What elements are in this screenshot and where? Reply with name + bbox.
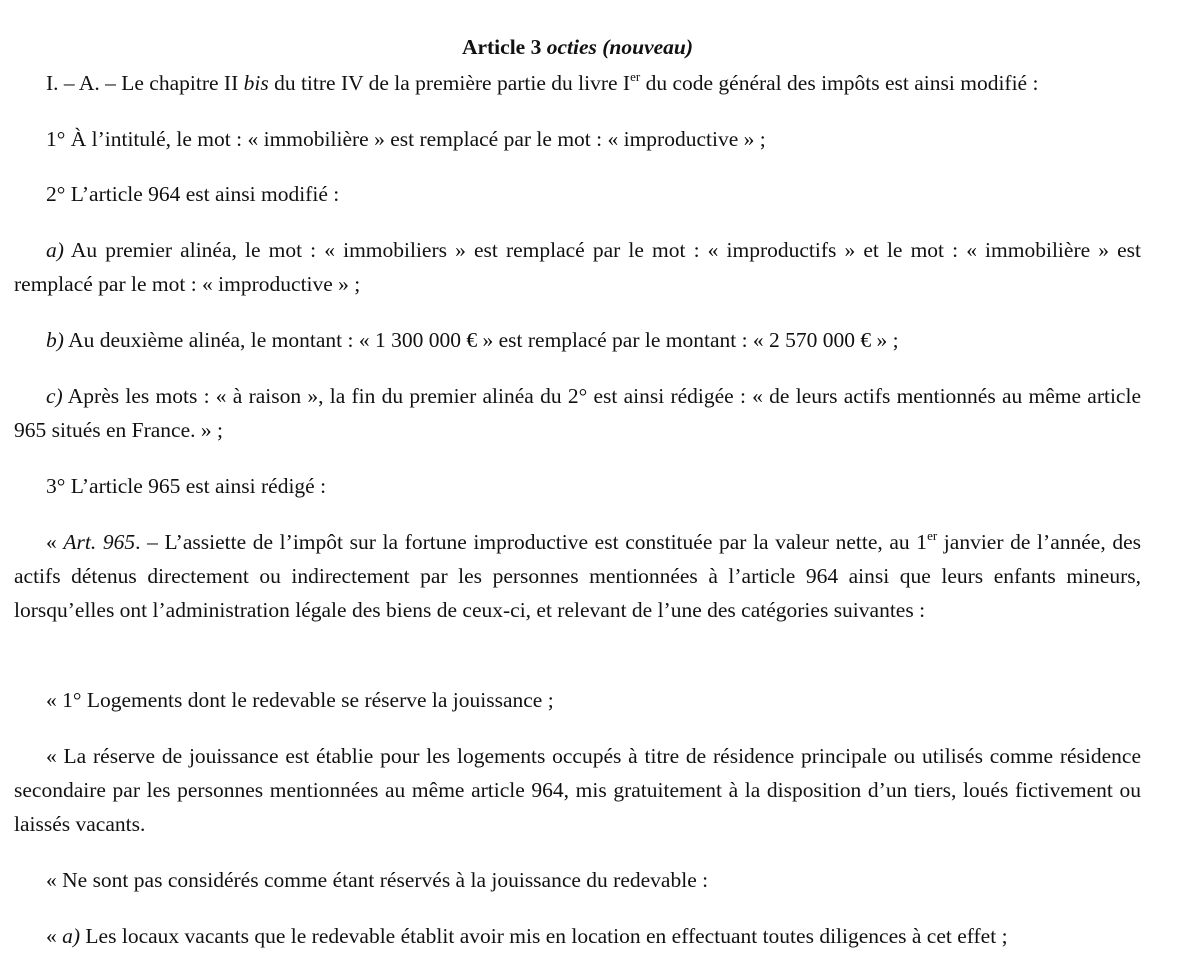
item-label-c: c) (46, 384, 63, 408)
item-label-a: a) (46, 238, 64, 262)
paragraph-ne-sont-pas: « Ne sont pas considérés comme étant réservés à la jouissance du redevable : (46, 868, 709, 892)
item-label-a-2: a) (62, 924, 81, 948)
paragraph-2b (14, 323, 1141, 357)
paragraph-2a-text: Au premier alinéa, le mot : « immobiliers » est remplacé par le mot : « improductifs » et le mot : « immobilière » est remplacé par le mot : « improductive » ; (14, 238, 1141, 296)
paragraph-art-965-text-a: . – L’assiette de l’impôt sur la fortune improductive est constituée par la valeur nette, au 1 (135, 530, 928, 554)
art-965-label: Art. 965 (63, 530, 136, 554)
paragraph-intro-bis: bis (243, 71, 269, 95)
paragraph-art-965-text-b: janvier de l’année, des actifs détenus directement ou indirectement par les personnes mentionnées à l’article 964 ainsi que leurs enfants mineurs, lorsqu’elles ont l’administration légale des biens de ceux-ci, et relevant de l’une des catégories suivantes : (14, 530, 1141, 622)
paragraph-2b-text: Au deuxième alinéa, le montant : « 1 300 000 € » est remplacé par le montant : « 2 570 000 € » ; (63, 328, 899, 352)
superscript-er-2: er (927, 528, 938, 543)
paragraph-intro-text-d: du code général des impôts est ainsi modifié : (640, 71, 1039, 95)
item-label-b: b) (46, 328, 64, 352)
paragraph-1-intitule: 1° À l’intitulé, le mot : « immobilière » est remplacé par le mot : « improductive » ; (46, 127, 766, 151)
article-title (0, 30, 1155, 64)
paragraph-3-article-965: 3° L’article 965 est ainsi rédigé : (46, 474, 327, 498)
paragraph-2a (14, 233, 1141, 301)
paragraph-logements: « 1° Logements dont le redevable se réserve la jouissance ; (46, 688, 554, 712)
superscript-er: er (630, 69, 641, 84)
paragraph-2c (14, 379, 1141, 447)
quote-open-2: « (46, 924, 63, 948)
paragraph-locaux-vacants (14, 919, 1141, 953)
paragraph-2-article-964: 2° L’article 964 est ainsi modifié : (46, 182, 340, 206)
paragraph-intro-text-c: du titre IV de la première partie du livre I (268, 71, 631, 95)
article-title-italic: octies (nouveau) (546, 35, 694, 59)
paragraph-intro (14, 66, 1141, 100)
quote-open: « (46, 530, 64, 554)
paragraph-locaux-vacants-text: Les locaux vacants que le redevable établit avoir mis en location en effectuant toutes diligences à cet effet ; (80, 924, 1008, 948)
paragraph-art-965 (14, 525, 1141, 627)
paragraph-reserve-jouissance: « La réserve de jouissance est établie pour les logements occupés à titre de résidence principale ou utilisés comme résidence secondaire par les personnes mentionnées au même article 964, mis gratuitement à la disposition d’un tiers, loués fictivement ou laissés vacants. (14, 744, 1141, 836)
article-title-prefix: Article 3 (461, 35, 547, 59)
paragraph-intro-text-a: I. – A. – Le chapitre II (46, 71, 244, 95)
paragraph-2c-text: Après les mots : « à raison », la fin du premier alinéa du 2° est ainsi rédigée : « de leurs actifs mentionnés au même article 965 situés en France. » ; (14, 384, 1141, 442)
